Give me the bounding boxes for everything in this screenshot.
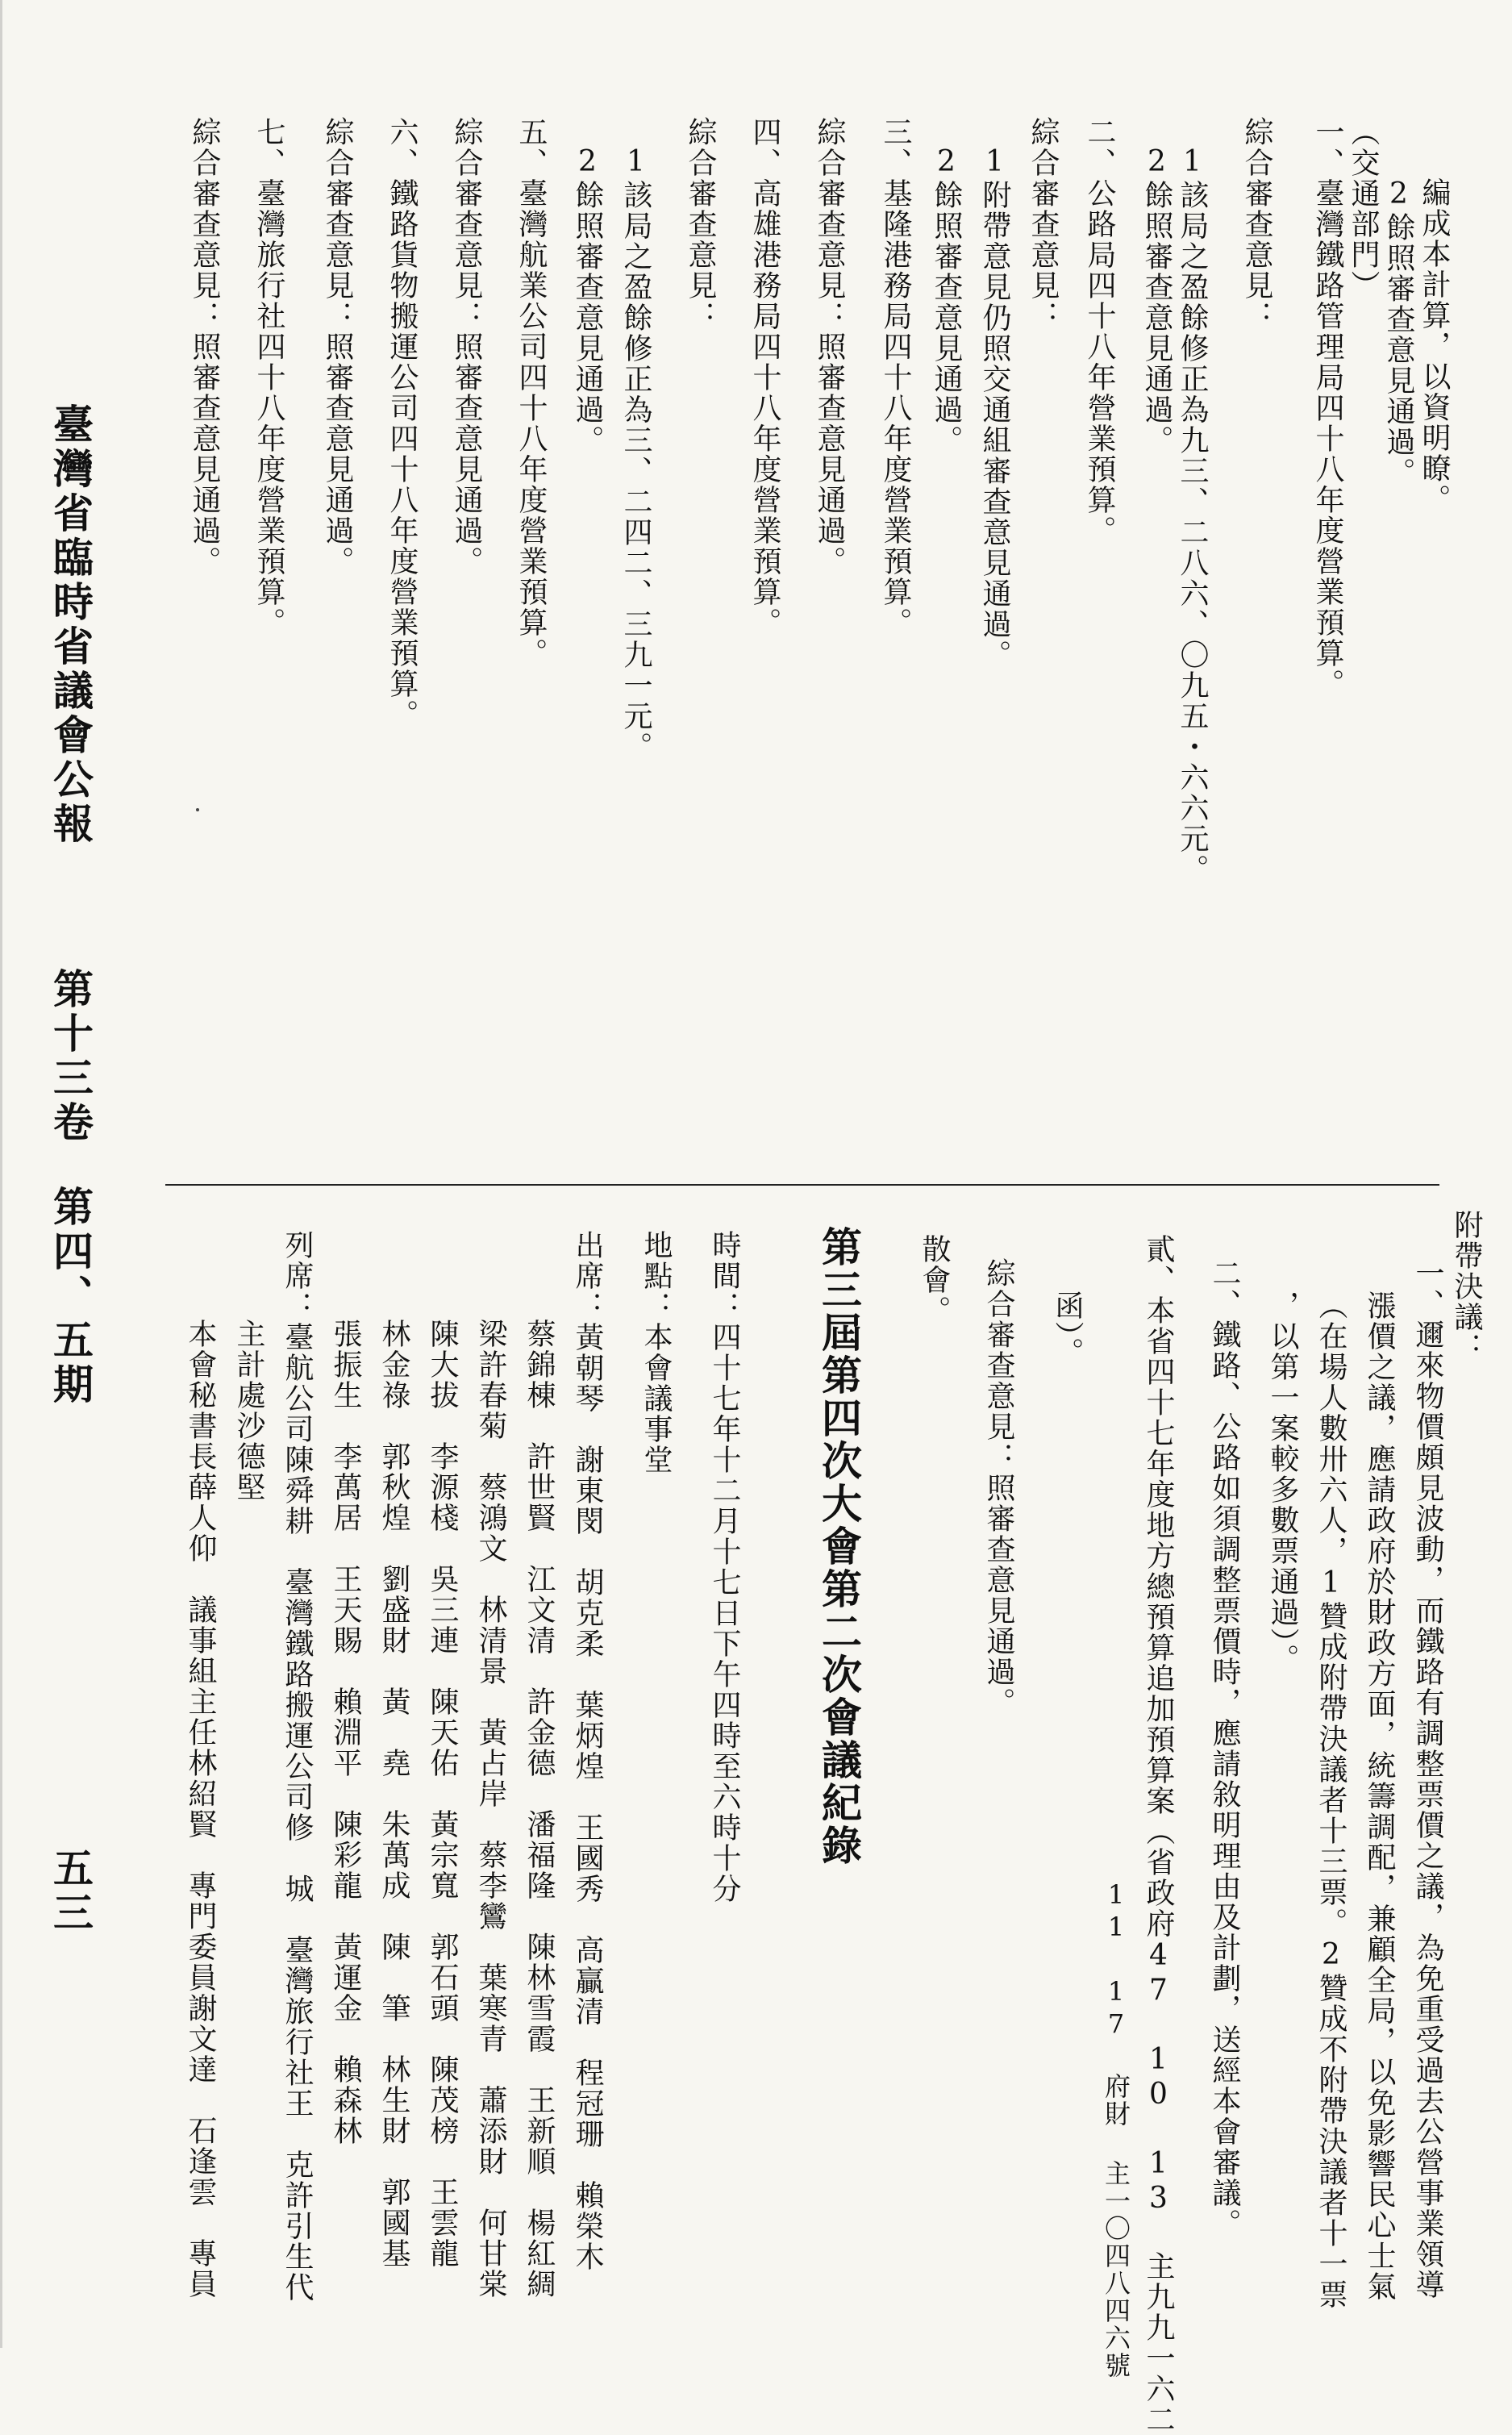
text-line: 一、邇來物價頗見波動，而鐵路有調整票價之議，為免重受過去公營事業領導 — [1411, 1258, 1444, 2300]
issue-number: 第四、五期 — [47, 1186, 94, 1407]
attendees-line: 主計處沙德堅 — [232, 1319, 265, 1503]
text-line: 貳、本省四十七年度地方總預算追加預算案（省政府47 10 13 主九九一六二 — [1142, 1234, 1175, 2435]
meta-line: 時間：四十七年十二月十七日下午四時至六時十分 — [708, 1230, 741, 1904]
text-line: 四、高雄港務局四十八年度營業預算。 — [748, 117, 781, 638]
text-line: 二、公路局四十八年營業預算。 — [1083, 117, 1116, 546]
text-line: （交通部門） — [1347, 117, 1380, 301]
text-line: 1附帶意見仍照交通組審查意見通過。 — [978, 145, 1011, 670]
text-line: 漲價之議，應請政府於財政方面，統籌調配，兼顧全局，以免影響民心士氣 — [1363, 1290, 1396, 2302]
attendees-line: 陳大拔 李源棧 吳三連 陳天佑 黃宗寬 郭石頭 陳茂榜 王雲龍 — [426, 1319, 459, 2269]
text-line: 編成本計算，以資明瞭。 — [1418, 177, 1451, 515]
text-line: （在場人數卅六人，1贊成附帶決議者十三票。2贊成不附帶決議者十一票 — [1314, 1290, 1347, 2310]
text-line: 一、臺灣鐵路管理局四十八年度營業預算。 — [1311, 117, 1344, 699]
text-line: 綜合審查意見：照審查意見通過。 — [188, 117, 221, 577]
volume-number: 第十三卷 — [47, 968, 94, 1145]
text-line: ，以第一案較多數票通過）。 — [1266, 1290, 1299, 1674]
attendees-line: 本會秘書長薛人仰 議事組主任林紹賢 專門委員謝文達 石逢雲 專員 — [184, 1319, 217, 2299]
print-speck — [196, 808, 199, 811]
attendees-line: 蔡錦棟 許世賢 江文清 許金德 潘福隆 陳林雪霞 王新順 楊紅綢 — [523, 1319, 556, 2299]
text-line: 綜合審查意見：照審查意見通過。 — [321, 117, 354, 577]
attendees-line: 出席：黃朝琴 謝東閔 胡克柔 葉炳煌 王國秀 高贏清 程冠珊 賴榮木 — [571, 1230, 604, 2272]
text-line: 綜合審查意見：照審查意見通過。 — [813, 117, 846, 577]
text-line: 附帶決議： — [1450, 1210, 1483, 1363]
text-line: 1該局之盈餘修正為三、二四二、三九一元。 — [619, 145, 652, 762]
section-divider — [165, 1184, 1439, 1186]
page-edge — [0, 0, 2, 2348]
text-line: 2餘照審查意見通過。 — [1140, 145, 1173, 456]
text-line: 綜合審查意見：照審查意見通過。 — [982, 1258, 1015, 1718]
attendees-line: 張振生 李萬居 王天賜 賴淵平 陳彩龍 黃運金 賴森林 — [329, 1319, 362, 2146]
text-line: 2餘照審查意見通過。 — [930, 145, 963, 456]
page-number: 五三 — [47, 1847, 94, 1936]
text-line: 三、基隆港務局四十八年度營業預算。 — [879, 117, 912, 638]
minutes-heading: 第三屆第四次大會第二次會議紀錄 — [815, 1226, 863, 1867]
text-line: 七、臺灣旅行社四十八年度營業預算。 — [252, 117, 285, 638]
text-line: 函）。 — [1051, 1290, 1084, 1368]
text-line: 五、臺灣航業公司四十八年度營業預算。 — [514, 117, 548, 669]
attendees-line: 列席：臺航公司陳舜耕 臺灣鐵路搬運公司修 城 臺灣旅行社王 克許引生代 — [281, 1230, 314, 2303]
text-line: 綜合審查意見：照審查意見通過。 — [450, 117, 483, 577]
attendees-line: 梁許春菊 蔡鴻文 林清景 黃占岸 蔡李鸞 葉寒青 蕭添財 何甘棠 — [474, 1319, 507, 2299]
text-line: 綜合審查意見： — [1240, 117, 1273, 331]
meta-line: 地點：本會議事堂 — [639, 1230, 673, 1475]
text-line: 散會。 — [918, 1234, 951, 1326]
text-line: 二、鐵路、公路如須調整票價時，應請敘明理由及計劃，送經本會審議。 — [1208, 1258, 1241, 2239]
text-line: 2餘照審查意見通過。 — [1382, 177, 1415, 488]
text-line: 11 17 府財 主一〇四八四六號 — [1101, 1879, 1131, 2379]
text-line: 六、鐵路貨物搬運公司四十八年度營業預算。 — [385, 117, 419, 730]
journal-title: 臺灣省臨時省議會公報 — [47, 403, 94, 847]
attendees-line: 林金祿 郭秋煌 劉盛財 黃 堯 朱萬成 陳 筆 林生財 郭國基 — [377, 1319, 410, 2269]
text-line: 綜合審查意見： — [1027, 117, 1060, 331]
text-line: 2餘照審查意見通過。 — [571, 145, 604, 456]
text-line: 1該局之盈餘修正為九三、二八六、〇九五・六六元。 — [1176, 145, 1209, 885]
text-line: 綜合審查意見： — [684, 117, 717, 331]
